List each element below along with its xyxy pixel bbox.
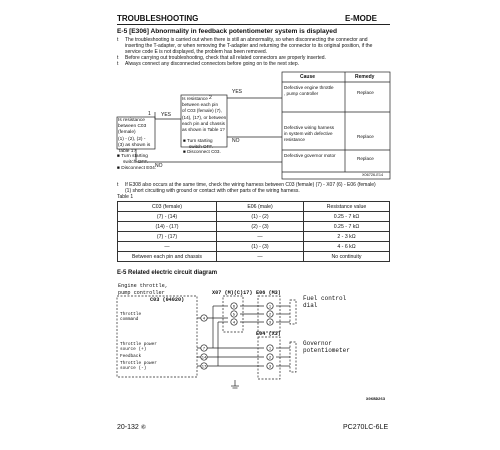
cause-3: Defective governor motor — [284, 153, 336, 158]
node-1-precondition: ■ Turn starting switch OFF. ■ Disconnect E04. — [117, 154, 157, 171]
table-row: (14) - (17) (2) - (3) 0.25 - 7 kΩ — [118, 222, 390, 232]
table-row: (7) - (14) (1) - (2) 0.25 - 7 kΩ — [118, 212, 390, 222]
table-row: — (1) - (3) 4 - 6 kΩ — [118, 242, 390, 252]
remedy-3: Replace — [357, 156, 374, 161]
note: t If E308 also occurs at the same time, check the wiring harness between C03 (female) (7) - X07 (6) - E06 (female) (1) short circuiting with ground or contact with other parts of the wiring harness. — [117, 182, 376, 194]
governor-label: Governor — [303, 340, 332, 347]
pin-label: 14 — [201, 356, 207, 361]
pin-label: 1 — [268, 347, 272, 352]
controller-label: Engine throttle, — [118, 283, 168, 289]
header-mode: E-MODE — [345, 14, 377, 23]
connector-e06-label: E06 (M3) — [256, 290, 281, 296]
fuel-dial-label: dial — [303, 302, 318, 309]
governor-label: potentiometer — [303, 347, 350, 354]
cause-2: Defective wiring harness in system with defective resistance — [284, 125, 335, 142]
connector-e04-label: E04 (X3) — [256, 331, 281, 337]
fuel-dial-label: Fuel control — [303, 295, 347, 302]
section-title: E-5 [E306] Abnormality in feedback potentiometer system is displayed — [117, 28, 337, 35]
circuit-ref: X06BD263 — [366, 398, 386, 402]
pin-label: 1 — [268, 305, 272, 310]
pin-label: 7 — [202, 347, 206, 352]
step-number-1: 1 — [148, 111, 151, 117]
circuit-title: E-5 Related electric circuit diagram — [117, 270, 218, 276]
table-row: Between each pin and chassis — No continuity — [118, 252, 390, 262]
header-title: TROUBLESHOOTING — [117, 14, 199, 23]
col-c03: C03 (female) — [118, 202, 217, 212]
page-number: 20-132 ⑥ — [117, 424, 147, 431]
pin-label: 3 — [268, 321, 272, 326]
pin-label: 2 — [268, 313, 272, 318]
pin-label: 2 — [268, 356, 272, 361]
connector-c03-label: C03 (04020) — [150, 297, 185, 303]
connector-x07-label: X07 (M)(C)17) — [212, 290, 253, 296]
table-title: Table 1 — [117, 194, 134, 200]
pin-label: 3 — [268, 365, 272, 370]
no-label-2: NO — [232, 138, 240, 144]
pin-label: 5 — [232, 313, 236, 318]
signal-label: source (-) — [120, 366, 147, 371]
pin-label: 17 — [201, 365, 207, 370]
col-e06: E06 (male) — [217, 202, 304, 212]
flowchart-ref: X06726-E14 — [362, 173, 384, 177]
cause-header: Cause — [300, 74, 316, 80]
pin-label: 4 — [232, 321, 236, 326]
step-number-2: 2 — [209, 95, 212, 101]
signal-label: Feedback — [120, 354, 142, 359]
pin-label: 4 — [202, 317, 206, 322]
yes-label-1: YES — [161, 112, 172, 118]
remedy-2: Replace — [357, 134, 374, 139]
node-2-precondition: ■ Turn starting switch OFF. ■ Disconnect C03. — [183, 138, 221, 155]
signal-label: Throttle — [120, 312, 142, 317]
signal-label: Throttle power — [120, 361, 157, 366]
yes-label-2: YES — [232, 89, 243, 95]
table-row: (7) - (17) — 2 - 3 kΩ — [118, 232, 390, 242]
remedy-header: Remedy — [355, 74, 375, 80]
bullet-list: t The troubleshooting is carried out when there is still an abnormality, so when disconnecting the connector and inserting the T-adapter, or when removing the T-adapter and returning the connector to its original position, if the service code E is not displayed, the problem has been removed. t Before carrying out troubleshooting, check that all related connectors are properly inserted. t Always connect any disconnected connectors before going on to the next step. — [117, 37, 392, 67]
node-1-question: Is resistance between C03 (female) (1) - (2), (2) - (3) as shown is Table 1? — [118, 118, 151, 155]
remedy-1: Replace — [357, 90, 374, 95]
cause-1: Defective engine throttle , pump controller — [284, 85, 334, 96]
bullet-2: t Before carrying out troubleshooting, check that all related connectors are properly inserted. — [117, 55, 326, 61]
node-2-question: Is resistance between each pin of C03 (female) (7), (14), (17), or between each pin and chassis as shown in Table 1? — [182, 96, 227, 133]
signal-label: source (+) — [120, 347, 147, 352]
bullet-1: t The troubleshooting is carried out when there is still an abnormality, so when disconnecting the connector and — [117, 37, 368, 43]
signal-label: command — [120, 317, 139, 322]
col-resistance: Resistance value — [304, 202, 390, 212]
model-name: PC270LC-6LE — [343, 424, 389, 431]
bullet-3: t Always connect any disconnected connectors before going on to the next step. — [117, 61, 299, 67]
no-label-1: NO — [155, 163, 163, 169]
controller-label: pump controller — [118, 290, 165, 296]
signal-label: Throttle power — [120, 342, 157, 347]
pin-label: 6 — [232, 305, 236, 310]
